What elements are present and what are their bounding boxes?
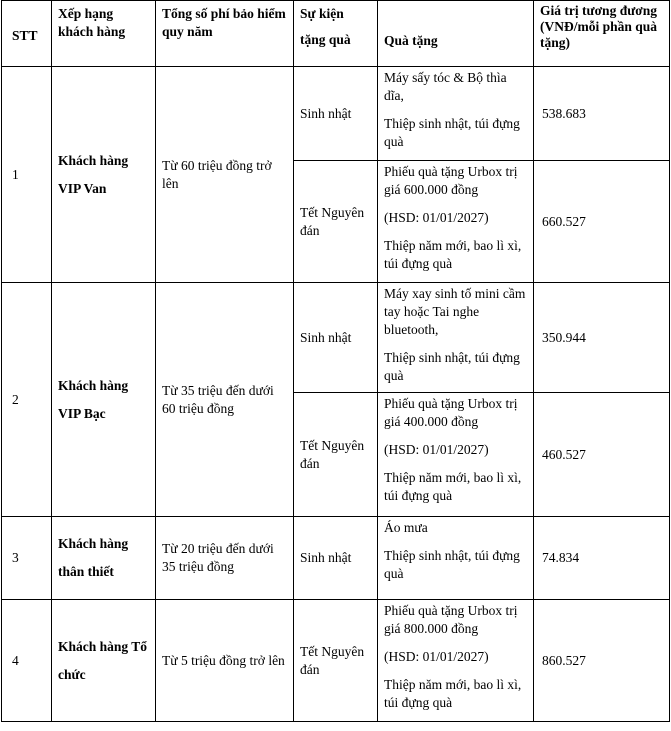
gift-line: Thiệp năm mới, bao lì xì, túi đựng quà: [384, 238, 522, 271]
cell-premium: Từ 20 triệu đến dưới 35 triệu đồng: [156, 517, 294, 600]
gift-line: Thiệp sinh nhật, túi đựng quà: [384, 548, 520, 581]
cell-event: Sinh nhật: [294, 67, 378, 161]
cell-value: 350.944: [534, 283, 670, 393]
gift-line: Máy sấy tóc & Bộ thìa dĩa,: [384, 70, 507, 103]
cell-value: 660.527: [534, 161, 670, 283]
table-row: [2, 283, 670, 393]
gift-policy-table: [1, 0, 670, 722]
cell-rank: Khách hàng VIP Bạc: [52, 283, 156, 517]
table-row: [2, 67, 670, 161]
cell-gift: [378, 161, 534, 283]
cell-rank: Khách hàng thân thiết: [52, 517, 156, 600]
gift-line: (HSD: 01/01/2027): [384, 649, 489, 664]
gift-line: Phiếu quà tặng Urbox trị giá 400.000 đồng: [384, 396, 518, 429]
cell-stt: 4: [2, 600, 52, 722]
gift-line: Phiếu quà tặng Urbox trị giá 600.000 đồng: [384, 164, 518, 197]
cell-value: 460.527: [534, 393, 670, 517]
cell-gift: [378, 67, 534, 161]
header-event: Sự kiện tặng quà: [294, 1, 378, 67]
cell-premium: Từ 60 triệu đồng trở lên: [156, 67, 294, 283]
cell-event: Sinh nhật: [294, 517, 378, 600]
table-row: [2, 600, 670, 722]
cell-gift: [378, 517, 534, 600]
header-gift: Quà tặng: [378, 1, 534, 67]
cell-premium: Từ 35 triệu đến dưới 60 triệu đồng: [156, 283, 294, 517]
cell-event: Tết Nguyên đán: [294, 161, 378, 283]
gift-line: Áo mưa: [384, 520, 428, 535]
cell-value: 860.527: [534, 600, 670, 722]
gift-line: Thiệp sinh nhật, túi đựng quà: [384, 116, 520, 149]
cell-gift: [378, 283, 534, 393]
header-stt: STT: [2, 1, 52, 67]
cell-premium: Từ 5 triệu đồng trở lên: [156, 600, 294, 722]
gift-line: Phiếu quà tặng Urbox trị giá 800.000 đồng: [384, 603, 518, 636]
cell-gift: [378, 600, 534, 722]
cell-event: Tết Nguyên đán: [294, 393, 378, 517]
gift-line: Thiệp năm mới, bao lì xì, túi đựng quà: [384, 470, 522, 503]
header-value: Giá trị tương đương (VNĐ/mỗi phần quà tặng): [534, 1, 670, 67]
gift-line: Thiệp sinh nhật, túi đựng quà: [384, 350, 520, 383]
cell-event: Sinh nhật: [294, 283, 378, 393]
cell-rank: Khách hàng VIP Van: [52, 67, 156, 283]
cell-stt: 1: [2, 67, 52, 283]
gift-line: (HSD: 01/01/2027): [384, 210, 489, 225]
cell-value: 538.683: [534, 67, 670, 161]
header-row: [2, 1, 670, 67]
header-rank: Xếp hạng khách hàng: [52, 1, 156, 67]
gift-line: Thiệp năm mới, bao lì xì, túi đựng quà: [384, 677, 522, 710]
cell-rank: Khách hàng Tổ chức: [52, 600, 156, 722]
gift-line: Máy xay sinh tố mini cầm tay hoặc Tai nghe bluetooth,: [384, 286, 526, 337]
header-premium: Tổng số phí bảo hiểm quy năm: [156, 1, 294, 67]
cell-event: Tết Nguyên đán: [294, 600, 378, 722]
gift-line: (HSD: 01/01/2027): [384, 442, 489, 457]
cell-gift: [378, 393, 534, 517]
cell-stt: 2: [2, 283, 52, 517]
cell-stt: 3: [2, 517, 52, 600]
table-row: [2, 517, 670, 600]
cell-value: 74.834: [534, 517, 670, 600]
